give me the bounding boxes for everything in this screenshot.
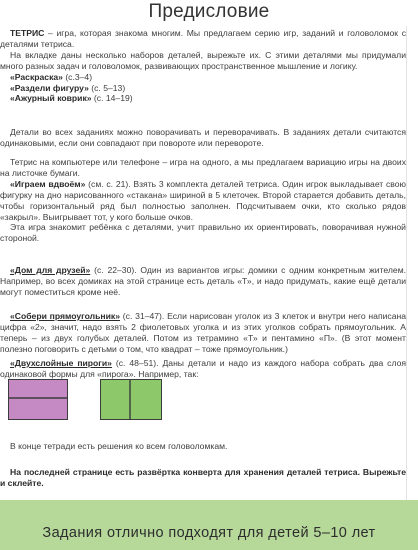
intro-paragraph-2: На вкладке даны несколько наборов деталей, вырежьте их. С этими деталями мы придумали много разных задач и головоломок, развивающих пространственное мышление и логику. — [0, 49, 406, 71]
rect-name: «Собери прямоугольник» — [10, 311, 120, 321]
rotate-section — [0, 127, 406, 149]
rect-text: (с. 31–47). Если нарисован уголок из 3 клеток и внутри него написана цифра «2», значит, надо взять 2 фиолетовых уголка и из этих уголков собрать прямоугольник. А теперь – из двух голубых деталей. Потом из тетрамино «Т» и пентамино «П». (В этот момент полезно поговорить с детьми о том, что квадрат – тоже прямоугольник.) — [0, 311, 406, 354]
layered-pie-green-figure — [100, 379, 162, 421]
content-area — [0, 26, 407, 500]
list-item — [0, 93, 406, 104]
envelope-text: На последней странице есть развёртка конверта для хранения деталей тетриса. Вырежьте и склейте. — [0, 467, 406, 488]
tetris-pc-paragraph: Тетрис на компьютере или телефоне – игра на одного, а мы предлагаем вариацию игры на двоих на листочке бумаги. — [0, 157, 406, 178]
house-paragraph — [0, 265, 406, 298]
intro-text: – игра, которая знакома многим. Мы предлагаем серию игр, заданий и головоломок с деталями тетриса. — [0, 28, 406, 49]
pies-section — [0, 358, 406, 380]
envelope-paragraph — [0, 467, 406, 489]
list-item — [0, 83, 406, 94]
list-item-pages: (с. 14–19) — [91, 93, 133, 104]
intro-paragraph — [0, 28, 406, 50]
house-text: (с. 22–30). Один из вариантов игры: домики с одним конкретным жителем. Например, во всех домиках на этой странице есть деталь «Т», и надо придумать, какие ещё детали могут поместиться кроме неё. — [0, 265, 406, 297]
rect-section — [0, 311, 406, 355]
list-item-pages: (с.3–4) — [62, 71, 93, 82]
bottom-banner — [0, 500, 418, 550]
play-two-paragraph — [0, 179, 406, 223]
rect-paragraph — [0, 311, 406, 355]
house-name: «Дом для друзей» — [10, 265, 91, 275]
rotate-paragraph: Детали во всех заданиях можно поворачивать и переворачивать. В заданиях детали считаются одинаковыми, если они совпадают при повороте или перевороте. — [0, 127, 406, 148]
intro-section — [0, 28, 406, 104]
bottom-banner-text: Задания отлично подходят для детей 5–10 лет — [42, 525, 376, 541]
list-item-name: «Раздели фигуру» — [10, 82, 89, 93]
play-section — [0, 157, 406, 244]
intro-lead: ТЕТРИС — [10, 28, 45, 38]
page-title: Предисловие — [148, 1, 270, 22]
pies-name: «Двухслойные пироги» — [10, 358, 112, 368]
layered-pie-purple-figure — [8, 379, 68, 421]
envelope-section — [0, 467, 406, 489]
list-item-pages: (с. 5–13) — [88, 82, 126, 93]
answers-paragraph: В конце тетради есть решения ко всем головоломкам. — [10, 441, 228, 451]
list-item-name: «Раскраска» — [10, 71, 63, 82]
play-two-paragraph-2: Эта игра знакомит ребёнка с деталями, учит правильно их ориентировать, поворачивая нужной стороной. — [0, 222, 406, 244]
play-two-name: «Играем вдвоём» — [10, 178, 86, 189]
list-item — [0, 72, 406, 83]
play-two-text: (см. с. 21). Взять 3 комплекта деталей тетриса. Один игрок выкладывает свою фигурку на дно нарисованного «стакана» шириной в 5 клеточек. Второй старается добавить деталь, чтобы горизонтальный ряд был полностью заполнен. Подсчитываем очки, кто сколько рядов «закрыл». Выигрывает тот, у кого больше очков. — [0, 178, 406, 222]
answers-section — [0, 441, 406, 452]
list-item-name: «Ажурный коврик» — [10, 93, 92, 104]
pies-text: (с. 48–51). Даны детали и надо из каждого набора собрать два слоя одинаковой формы для «пирога». Например, так: — [0, 358, 407, 379]
pies-paragraph — [0, 358, 406, 380]
house-section — [0, 265, 406, 298]
